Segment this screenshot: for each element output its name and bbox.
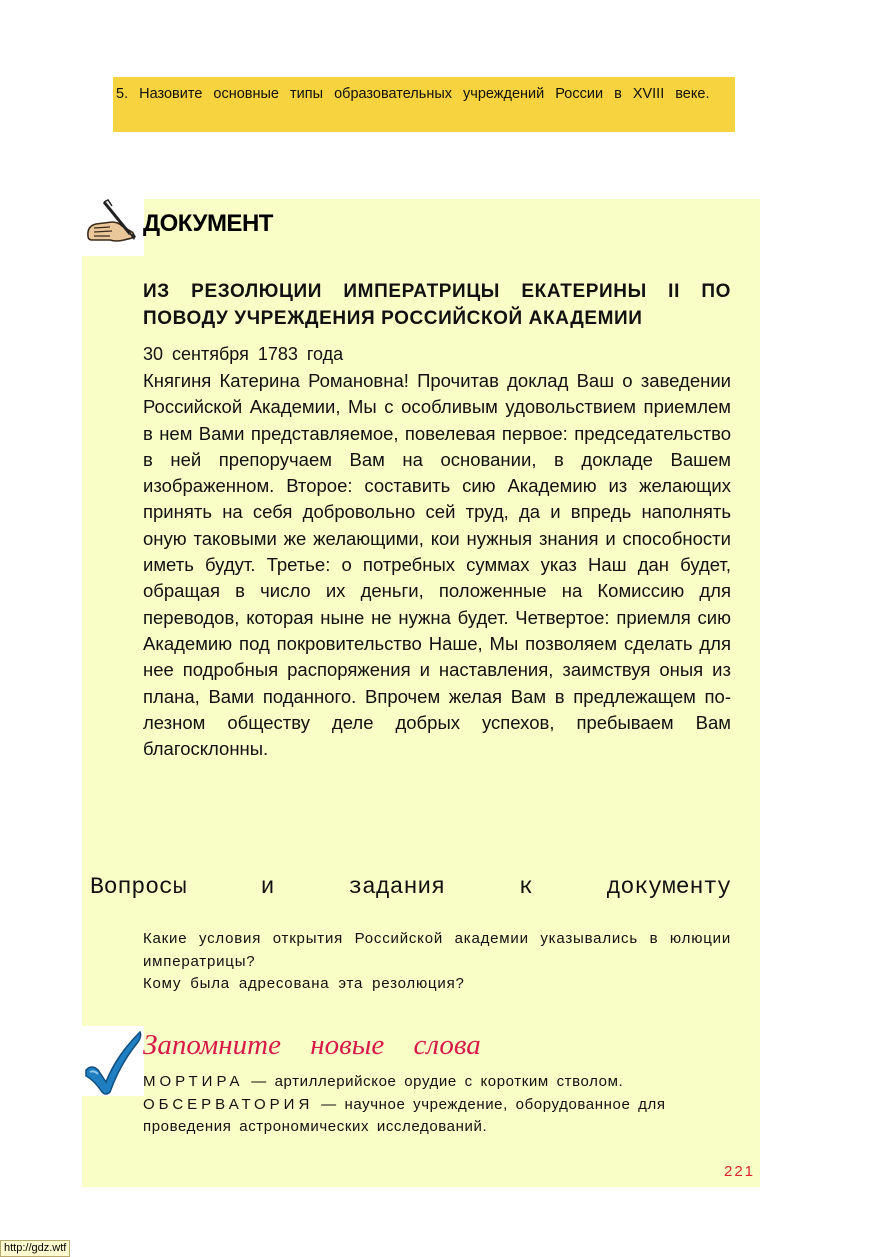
questions-heading-word: и bbox=[260, 874, 275, 900]
questions-heading-word: к bbox=[518, 874, 533, 900]
new-word-entry bbox=[143, 1094, 733, 1139]
questions-heading-word: Вопросы bbox=[90, 874, 187, 900]
definition-observatoriya: — научное учреждение, оборудованное для проведения астрономических исследований. bbox=[143, 1095, 666, 1135]
definition-mortira: — артиллерийское орудие с коротким стволом. bbox=[243, 1073, 624, 1090]
question-line-2: Кому была адресована эта резолюция? bbox=[143, 975, 465, 992]
questions-text bbox=[143, 928, 731, 996]
questions-heading bbox=[90, 874, 731, 900]
checkmark-icon bbox=[82, 1026, 144, 1096]
document-heading: ДОКУМЕНТ bbox=[143, 210, 273, 237]
new-words-list bbox=[143, 1071, 733, 1139]
question-text: 5. Назовите основные типы образовательных учреждений России в XVIII веке. bbox=[116, 86, 710, 102]
document-body: Княгиня Катерина Романовна! Прочитав доклад Ваш о заведении Российской Академии, Мы с особливым удовольствием приемлем в нем Вами представляемое, повелевая первое: председательство в ней препоручаем Вам на основании, в докладе Вашем изображенном. Второе: составить сию Академию из желающих принять на себя добровольно сей труд, да и впредь наполнять оную таковыми же желающими, кои нужныя знания и способности иметь будут. Третье: о потребных суммах указ Наш дан будет, обращая в число их деньги, положенные на Комиссию для переводов, которая ныне не нужна будет. Четвертое: приемля сию Академию под покровительство Наше, Мы позволяем сделать для нее подробныя распоряжения и наставления, заимствуя оныя из плана, Вами поданного. Впрочем желая Вам в предлежащем полезном обществу деле добрых успехов, пребываем Вам благосклонны. bbox=[143, 370, 731, 760]
questions-heading-word: документу bbox=[606, 874, 731, 900]
page-number: 221 bbox=[724, 1163, 756, 1180]
question-box bbox=[113, 77, 735, 132]
document-date: 30 сентября 1783 года bbox=[143, 344, 344, 364]
new-words-heading: Запомните новые слова bbox=[143, 1029, 481, 1061]
question-line-1: Какие условия открытия Российской академии указывались в юлюции императрицы? bbox=[143, 930, 731, 970]
source-link[interactable]: http://gdz.wtf bbox=[0, 1240, 70, 1257]
new-word-entry bbox=[143, 1071, 733, 1094]
document-title: ИЗ РЕЗОЛЮЦИИ ИМПЕРАТРИЦЫ ЕКАТЕРИНЫ II ПО ПОВОДУ УЧРЕЖДЕНИЯ РОССИЙСКОЙ АКАДЕМИИ bbox=[143, 281, 731, 329]
quill-hand-icon bbox=[82, 196, 144, 256]
term-mortira: МОРТИРА bbox=[143, 1073, 244, 1090]
questions-heading-word: задания bbox=[348, 874, 445, 900]
term-observatoriya: ОБСЕРВАТОРИЯ bbox=[143, 1095, 314, 1113]
